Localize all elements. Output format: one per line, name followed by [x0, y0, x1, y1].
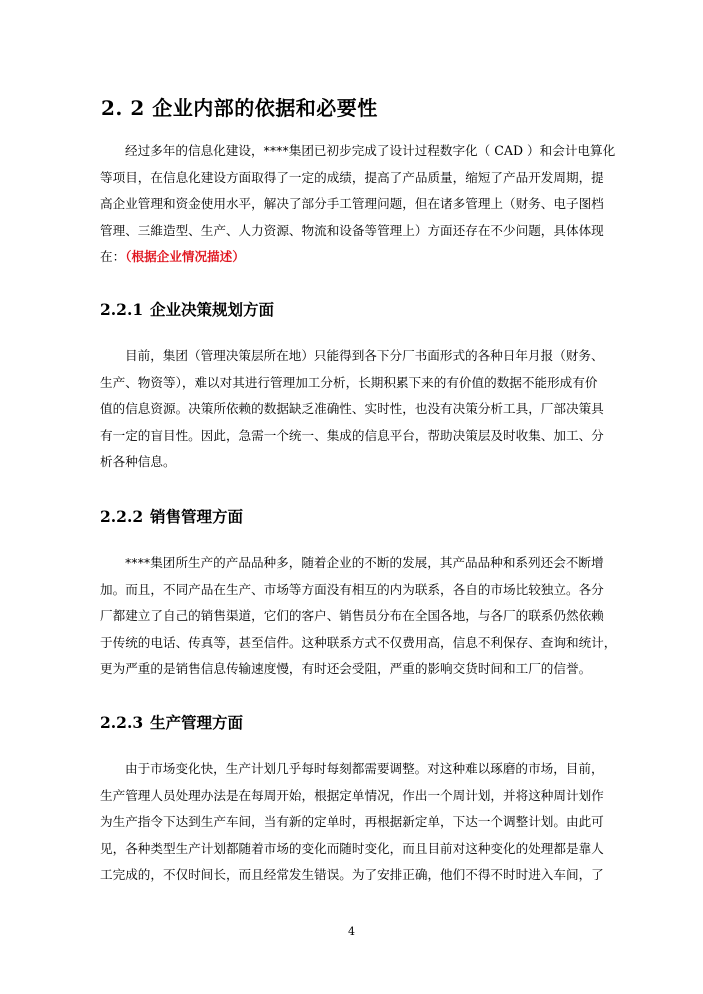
paragraph-line: 高企业管理和资金使用水平，解决了部分手工管理问题，但在诸多管理上（财务、电子图档 — [100, 196, 604, 211]
subsection-heading: 生产管理方面 — [150, 713, 244, 732]
paragraph-decision — [100, 343, 605, 476]
paragraph-line: 于传统的电话、传真等，甚至信件。这种联系方式不仅费用高，信息不利保存、查询和统计， — [100, 634, 617, 650]
paragraph-line: 有一定的盲目性。因此，急需一个统一、集成的信息平台，帮助决策层及时收集、加工、分 — [100, 427, 604, 443]
paragraph-line: 管理、三維造型、生产、人力资源、物流和设备等管理上）方面还存在不少问题，具体体现 — [100, 222, 604, 238]
subsection-title-2-2-3 — [100, 711, 243, 733]
cad-term: CAD — [494, 143, 524, 158]
subsection-heading: 销售管理方面 — [150, 507, 244, 526]
paragraph-production — [100, 756, 605, 889]
subsection-title-2-2-1 — [100, 298, 274, 320]
intro-note: （根据企业情况描述） — [125, 249, 245, 264]
paragraph-line: 由于市场变化快，生产计划几乎每时每刻都需要调整。对这种难以琢磨的市场，目前， — [125, 761, 604, 776]
page-number: 4 — [348, 925, 355, 938]
paragraph-line: 厂都建立了自己的销售渠道，它们的客户、销售员分布在全国各地，与各厂的联系仍然依赖 — [100, 608, 604, 623]
paragraph-line: 等项目，在信息化建设方面取得了一定的成绩，提高了产品质量，缩短了产品开发周期，提 — [100, 169, 604, 185]
paragraph-line: 生产、物资等），难以对其进行管理加工分析，长期积累下来的有价值的数据不能形成有价 — [100, 374, 598, 390]
subsection-heading: 企业决策规划方面 — [150, 300, 275, 319]
paragraph-line: 经过多年的信息化建设，****集团已初步完成了设计过程数字化（ CAD ）和会计电算化 — [125, 143, 616, 158]
paragraph-line: 在：（根据企业情况描述） — [100, 249, 245, 264]
paragraph-line: ****集团所生产的产品品种多，随着企业的不断的发展，其产品品种和系列还会不断增 — [125, 555, 604, 570]
intro-paragraph — [100, 138, 616, 271]
paragraph-line: 目前，集团（管理决策层所在地）只能得到各下分厂书面形式的各种日年月报（财务、 — [125, 348, 604, 363]
paragraph-line: 生产管理人员处理办法是在每周开始，根据定单情况，作出一个周计划，并将这种周计划作 — [100, 787, 604, 803]
paragraph-line: 为生产指令下达到生产车间，当有新的定单时，再根据新定单，下达一个调整计划。由此可 — [100, 814, 604, 829]
paragraph-line: 工完成的，不仅时间长，而且经常发生错误。为了安排正确，他们不得不时时进入车间，了 — [100, 867, 604, 882]
subsection-number: 2.2.3 — [100, 713, 144, 732]
subsection-number: 2.2.1 — [100, 300, 144, 319]
paragraph-line: 见，各种类型生产计划都随着市场的变化而随时变化，而且目前对这种变化的处理都是靠人 — [100, 840, 604, 856]
paragraph-line: 析各种信息。 — [100, 454, 176, 469]
paragraph-sales — [100, 550, 617, 683]
paragraph-line: 更为严重的是销售信息传输速度慢，有时还会受阻，严重的影响交货时间和工厂的信誉。 — [100, 661, 592, 676]
subsection-number: 2.2.2 — [100, 507, 144, 526]
subsection-title-2-2-2 — [100, 505, 243, 527]
paragraph-line: 加。而且，不同产品在生产、市场等方面没有相互的内为联系，各自的市场比较独立。各分 — [100, 581, 604, 597]
section-title: 2. 2 企业内部的依据和必要性 — [101, 96, 378, 120]
paragraph-line: 值的信息资源。决策所依赖的数据缺乏准确性、实时性，也没有决策分析工具，厂部决策具 — [100, 401, 604, 416]
